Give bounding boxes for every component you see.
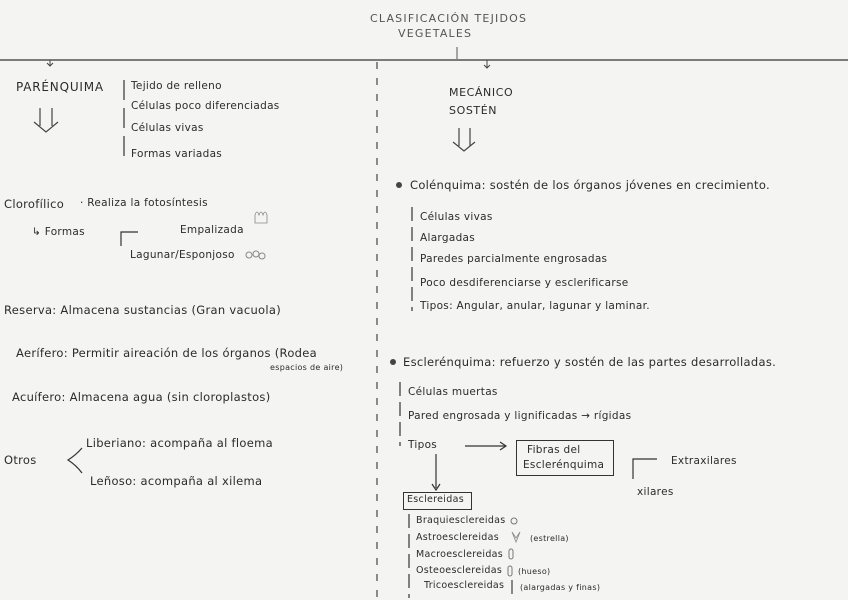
parenquima-trait: Células vivas (131, 122, 204, 134)
esclereida-note: (alargadas y finas) (520, 583, 601, 592)
fibras-type: xilares (637, 486, 674, 498)
mecanico-heading: MECÁNICO (449, 86, 514, 99)
esclereida-note: (estrella) (530, 534, 569, 543)
colenquima-trait: Células vivas (420, 211, 493, 223)
clorofilico-label: Clorofílico (4, 197, 65, 211)
colenquima-trait: Alargadas (420, 232, 476, 244)
parenquima-trait: Formas variadas (131, 148, 223, 160)
esclerenquima-trait: Células muertas (408, 386, 498, 398)
esclereida-item: Macroesclereidas (416, 549, 504, 560)
colenquima-trait: Paredes parcialmente engrosadas (420, 253, 608, 265)
colenquima-trait: Poco desdiferenciarse y esclerificarse (420, 277, 629, 289)
fibras-box-line1: Fibras del (527, 444, 581, 456)
mecanico-heading-2: SOSTÉN (449, 104, 498, 117)
fibras-type: Extraxilares (671, 455, 737, 467)
page-subtitle: VEGETALES (398, 27, 473, 40)
esclereida-item: Braquiesclereidas (416, 515, 506, 526)
page-title: CLASIFICACIÓN TEJIDOS (370, 12, 528, 25)
aerifero-text-cont: espacios de aire) (270, 363, 344, 372)
fibras-box-line2: Esclerénquima (523, 459, 605, 471)
parenquima-heading: PARÉNQUIMA (16, 80, 104, 94)
esclereidas-box (403, 492, 472, 510)
forma-item: Lagunar/Esponjoso (130, 249, 235, 261)
esclereida-note: (hueso) (518, 567, 551, 576)
esclereida-item: Osteoesclereidas (416, 565, 503, 576)
esclereidas-label: Esclereidas (407, 494, 464, 505)
esclereida-item: Tricoesclereidas (424, 580, 505, 591)
fibras-box (516, 440, 614, 476)
esclereida-item: Astroesclereidas (416, 532, 499, 543)
clorofilico-desc: · Realiza la fotosíntesis (80, 197, 208, 209)
acuifero-text: Acuífero: Almacena agua (sin cloroplastos) (12, 390, 271, 404)
formas-label: ↳ Formas (32, 226, 85, 238)
reserva-text: Reserva: Almacena sustancias (Gran vacuola) (4, 303, 282, 317)
colenquima-title: Colénquima: sostén de los órganos jóvenes en crecimiento. (410, 178, 770, 192)
parenquima-trait: Células poco diferenciadas (131, 100, 280, 112)
otros-item: Liberiano: acompaña al floema (86, 436, 273, 450)
colenquima-trait: Tipos: Angular, anular, lagunar y laminar. (420, 300, 650, 312)
esclerenquima-trait: Pared engrosada y lignificadas → rígidas (408, 410, 632, 422)
forma-item: Empalizada (180, 224, 244, 236)
esclerenquima-title: Esclerénquima: refuerzo y sostén de las partes desarrolladas. (403, 355, 777, 369)
otros-label: Otros (4, 453, 37, 467)
parenquima-trait: Tejido de relleno (131, 80, 222, 92)
otros-item: Leñoso: acompaña al xilema (90, 474, 263, 488)
esclerenquima-trait: Tipos (408, 439, 438, 451)
aerifero-text: Aerífero: Permitir aireación de los órganos (Rodea (16, 346, 317, 360)
